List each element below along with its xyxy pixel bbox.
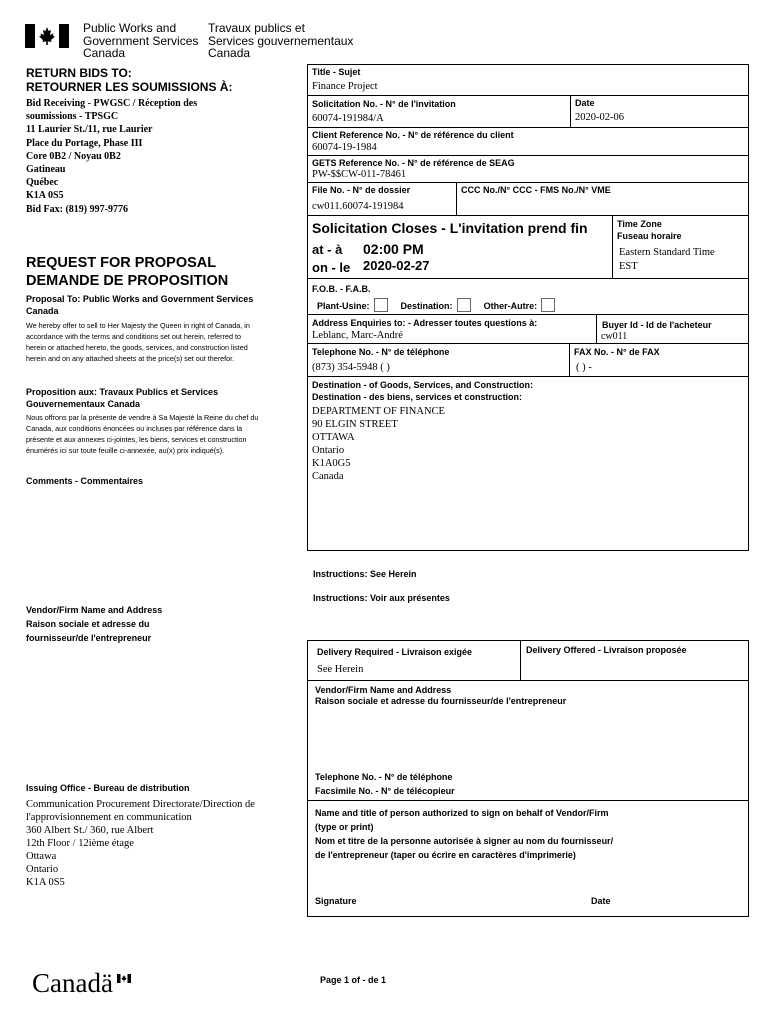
- date-label: Date: [575, 98, 595, 108]
- divider: [570, 95, 571, 128]
- fob-options: [317, 298, 555, 312]
- title-value: Finance Project: [312, 81, 378, 92]
- divider: [596, 314, 597, 343]
- vendor-fax-label: Facsimile No. - N° de télécopieur: [315, 786, 455, 796]
- plant-label: Plant-Usine:: [317, 301, 370, 311]
- solicitation-number: 60074-191984/A: [312, 113, 384, 124]
- return-bids-title: [26, 66, 232, 94]
- divider: [307, 155, 749, 156]
- enquiries-label: Address Enquiries to: - Adresser toutes questions à:: [312, 318, 538, 328]
- fax-value: ( ) -: [576, 362, 592, 373]
- time-zone-label-fr: Fuseau horaire: [617, 231, 682, 241]
- divider: [307, 127, 749, 128]
- divider: [307, 343, 749, 344]
- file-number-label: File No. - N° de dossier: [312, 185, 411, 195]
- time-zone-value: Eastern Standard Time: [619, 247, 715, 258]
- vendor-phone-label: Telephone No. - N° de téléphone: [315, 772, 453, 782]
- date-value: 2020-02-06: [575, 112, 624, 123]
- client-ref-label: Client Reference No. - N° de référence du client: [312, 130, 514, 140]
- proposal-to-fr: Proposition aux: Travaux Publics et Services Gouvernementaux Canada: [26, 387, 219, 409]
- dept-en-line: Public Works and: [83, 21, 177, 35]
- destination-checkbox[interactable]: [457, 298, 471, 312]
- on-label: on - le: [312, 260, 351, 275]
- delivery-required-value: See Herein: [317, 664, 364, 675]
- divider: [520, 640, 521, 681]
- rfp-title-en: REQUEST FOR PROPOSAL: [26, 255, 217, 271]
- destination-label: Destination:: [400, 301, 453, 311]
- rfp-title: [26, 254, 228, 290]
- closing-date: 2020-02-27: [363, 258, 430, 273]
- signature-date-label: Date: [591, 896, 611, 906]
- divider: [612, 215, 613, 279]
- return-bids-title-en: RETURN BIDS TO:: [26, 66, 132, 80]
- offer-text-fr: Nous offrons par la présente de vendre à Sa Majesté la Reine du chef du Canada, aux conditions énoncées ou incluses par référence dans la présente et aux annexes ci-jointes, les biens, services et construction énumérés ici sur toute feuille ci-annexée, au(x) prix indiqué(s).: [26, 413, 259, 455]
- destination-address: DEPARTMENT OF FINANCE 90 ELGIN STREET OTTAWA Ontario K1A0G5 Canada: [312, 406, 445, 482]
- enquiries-contact: Leblanc, Marc-André: [312, 330, 403, 341]
- vendor-label-line: Vendor/Firm Name and Address: [26, 605, 163, 615]
- vendor-label-line: Raison sociale et adresse du fournisseur/de l'entrepreneur: [315, 696, 567, 706]
- divider: [307, 278, 749, 279]
- canada-wordmark-flag-icon: [117, 970, 131, 979]
- fob-label: F.O.B. - F.A.B.: [312, 284, 371, 294]
- vendor-name-address-label: [315, 685, 566, 707]
- other-checkbox[interactable]: [541, 298, 555, 312]
- file-number-value: cw011.60074-191984: [312, 201, 404, 212]
- time-zone-label-en: Time Zone: [617, 219, 662, 229]
- fax-label: FAX No. - N° de FAX: [574, 347, 660, 357]
- canada-wordmark: Canadä: [32, 968, 113, 998]
- rfp-title-fr: DEMANDE DE PROPOSITION: [26, 273, 229, 289]
- other-label: Other-Autre:: [483, 301, 538, 311]
- dept-fr-line: Canada: [208, 46, 251, 60]
- plant-checkbox[interactable]: [374, 298, 388, 312]
- ccc-number-label: CCC No./N° CCC - FMS No./N° VME: [461, 185, 611, 195]
- destination-label-fr: Destination - des biens, services et construction:: [312, 392, 523, 402]
- divider: [307, 376, 749, 377]
- comments-label: Comments - Commentaires: [26, 476, 144, 486]
- instructions-fr: Instructions: Voir aux présentes: [313, 593, 450, 603]
- delivery-required-label: Delivery Required - Livraison exigée: [317, 647, 473, 657]
- instructions-en: Instructions: See Herein: [313, 569, 417, 579]
- dept-name-en: [83, 22, 198, 60]
- delivery-offered-label: Delivery Offered - Livraison proposée: [526, 645, 687, 655]
- issuing-office-label: Issuing Office - Bureau de distribution: [26, 783, 190, 793]
- dept-en-line: Government Services: [83, 33, 199, 48]
- title-label: Title - Sujet: [312, 67, 361, 77]
- issuing-office-address: Communication Procurement Directorate/Direction de l'approvisionnement en communication 360 Albert St./ 360, rue Albert 12th Floor / 12ième étage Ottawa Ontario K1A 0S5: [26, 799, 255, 888]
- divider: [307, 800, 749, 801]
- signature-label: Signature: [315, 896, 357, 906]
- divider: [307, 314, 749, 315]
- at-label: at - à: [312, 242, 343, 257]
- divider: [307, 215, 749, 216]
- dept-fr-line: Services gouvernementaux: [208, 33, 354, 48]
- time-zone-abbr: EST: [619, 261, 638, 272]
- vendor-name-address-left: [26, 603, 162, 645]
- return-bids-address: Bid Receiving - PWGSC / Réception des soumissions - TPSGC 11 Laurier St./11, rue Laurier Place du Portage, Phase III Core 0B2 / Noyau 0B2 Gatineau Québec K1A 0S5 Bid Fax: (819) 997-9776: [26, 98, 198, 215]
- divider: [456, 182, 457, 216]
- solicitation-label: Solicitation No. - N° de l'invitation: [312, 99, 456, 109]
- destination-label-en: Destination - of Goods, Services, and Construction:: [312, 380, 534, 390]
- page-number: Page 1 of - de 1: [320, 975, 387, 985]
- divider: [307, 680, 749, 681]
- client-ref-value: 60074-19-1984: [312, 142, 377, 153]
- closing-time: 02:00 PM: [363, 241, 424, 257]
- phone-label: Telephone No. - N° de téléphone: [312, 347, 450, 357]
- dept-en-line: Canada: [83, 46, 126, 60]
- authorized-signer-label: Name and title of person authorized to sign on behalf of Vendor/Firm (type or print) Nom et titre de la personne autorisée à signer au nom du fournisseur/ de l'entrepreneur (taper ou écrire en caractères d'imprimerie): [315, 808, 614, 860]
- buyer-id-value: cw011: [601, 331, 628, 342]
- divider: [307, 95, 749, 96]
- dept-name-fr: [208, 22, 353, 60]
- offer-text-en: We hereby offer to sell to Her Majesty the Queen in right of Canada, in accordance with the terms and conditions set out herein, referred to herein or attached hereto, the goods, services, and construction listed herein and on any attached sheets at the price(s) set out therefor.: [26, 321, 250, 363]
- vendor-label-line: fournisseur/de l'entrepreneur: [26, 633, 152, 643]
- solicitation-closes-label: Solicitation Closes - L'invitation prend fin: [312, 220, 588, 236]
- return-bids-title-fr: RETOURNER LES SOUMISSIONS À:: [26, 80, 233, 94]
- phone-value: (873) 354-5948 ( ): [312, 362, 390, 373]
- canada-flag-icon: [25, 24, 69, 48]
- gets-ref-value: PW-$$CW-011-78461: [312, 169, 407, 180]
- divider: [307, 182, 749, 183]
- divider: [569, 343, 570, 376]
- proposal-to-en: Proposal To: Public Works and Government Services Canada: [26, 294, 254, 316]
- vendor-label-line: Raison sociale et adresse du: [26, 619, 150, 629]
- vendor-label-line: Vendor/Firm Name and Address: [315, 685, 452, 695]
- buyer-id-label: Buyer Id - Id de l'acheteur: [602, 320, 712, 330]
- dept-fr-line: Travaux publics et: [208, 21, 305, 35]
- gets-ref-label: GETS Reference No. - N° de référence de SEAG: [312, 158, 515, 168]
